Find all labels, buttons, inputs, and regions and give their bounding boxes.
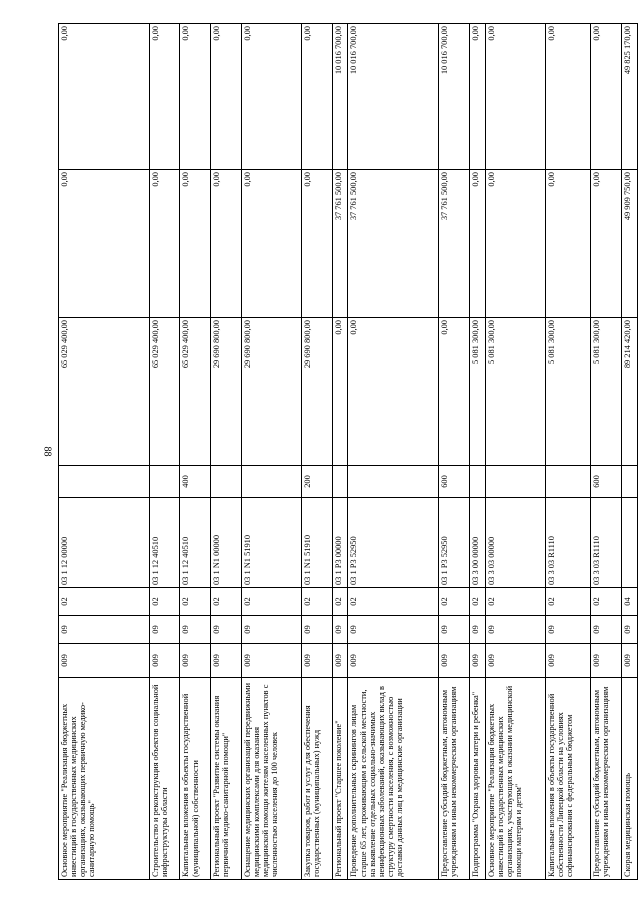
cell-razdel: 09 <box>211 616 242 644</box>
cell-vedomstvo: 009 <box>59 644 150 678</box>
cell-razdel: 09 <box>149 616 180 644</box>
cell-sum-2: 49 909 750,00 <box>621 170 637 318</box>
cell-sum-3: 0,00 <box>469 24 485 170</box>
cell-podrazdel: 02 <box>241 588 301 616</box>
cell-podrazdel: 02 <box>591 588 622 616</box>
cell-csr: 03 1 12 40510 <box>180 498 211 588</box>
cell-podrazdel: 02 <box>180 588 211 616</box>
cell-csr: 03 1 N1 51910 <box>241 498 301 588</box>
cell-sum-3: 0,00 <box>241 24 301 170</box>
cell-name: Основное мероприятие "Реализация бюджетных инвестиций в государственных медицинских организациях, участвующих в оказании медицинской помощи матерям и детям" <box>485 678 545 880</box>
table-body <box>59 24 638 880</box>
cell-name: Закупка товаров, работ и услуг для обеспечения государственных (муниципальных) нужд <box>301 678 332 880</box>
cell-razdel: 09 <box>332 616 348 644</box>
cell-podrazdel: 02 <box>211 588 242 616</box>
cell-vr <box>241 466 301 498</box>
cell-sum-2: 37 761 500,00 <box>439 170 470 318</box>
cell-podrazdel: 02 <box>545 588 590 616</box>
cell-sum-1: 0,00 <box>348 318 439 466</box>
cell-name: Капитальные вложения в объекты государственной собственности Липецкой области на условиях софинансирования с федеральным бюджетом <box>545 678 590 880</box>
cell-razdel: 09 <box>469 616 485 644</box>
table-row <box>59 24 150 880</box>
cell-podrazdel: 02 <box>485 588 545 616</box>
cell-vedomstvo: 009 <box>180 644 211 678</box>
cell-sum-3: 0,00 <box>59 24 150 170</box>
cell-csr: 03 1 P3 00000 <box>332 498 348 588</box>
cell-csr: 03 1 P3 52950 <box>348 498 439 588</box>
cell-sum-1: 29 690 800,00 <box>211 318 242 466</box>
cell-razdel: 09 <box>59 616 150 644</box>
cell-vedomstvo: 009 <box>211 644 242 678</box>
cell-razdel: 09 <box>180 616 211 644</box>
cell-razdel: 09 <box>621 616 637 644</box>
cell-vr <box>211 466 242 498</box>
cell-razdel: 09 <box>591 616 622 644</box>
cell-sum-1: 5 081 300,00 <box>591 318 622 466</box>
cell-name: Скорая медицинская помощь <box>621 678 637 880</box>
cell-csr: 03 1 N1 51910 <box>301 498 332 588</box>
cell-sum-2: 0,00 <box>180 170 211 318</box>
cell-vr <box>59 466 150 498</box>
cell-vedomstvo: 009 <box>149 644 180 678</box>
table-row <box>545 24 590 880</box>
cell-sum-1: 0,00 <box>439 318 470 466</box>
cell-vedomstvo: 009 <box>332 644 348 678</box>
cell-sum-2: 37 761 500,00 <box>332 170 348 318</box>
cell-podrazdel: 02 <box>149 588 180 616</box>
table-row <box>591 24 622 880</box>
cell-razdel: 09 <box>301 616 332 644</box>
cell-sum-3: 0,00 <box>301 24 332 170</box>
table-row <box>332 24 348 880</box>
cell-razdel: 09 <box>241 616 301 644</box>
cell-sum-2: 0,00 <box>211 170 242 318</box>
cell-sum-2: 0,00 <box>149 170 180 318</box>
cell-name: Предоставление субсидий бюджетным, автономным учреждениям и иным некоммерческим организациям <box>591 678 622 880</box>
cell-vr <box>485 466 545 498</box>
table-row <box>180 24 211 880</box>
table-row <box>348 24 439 880</box>
cell-name: Основное мероприятие "Реализация бюджетных инвестиций в государственных медицинских организациях, оказывающих первичную медико-санитарную помощь" <box>59 678 150 880</box>
cell-podrazdel: 02 <box>332 588 348 616</box>
cell-razdel: 09 <box>545 616 590 644</box>
cell-csr: 03 1 12 40510 <box>149 498 180 588</box>
cell-vedomstvo: 009 <box>485 644 545 678</box>
cell-sum-2: 0,00 <box>301 170 332 318</box>
cell-vr <box>469 466 485 498</box>
cell-vr <box>348 466 439 498</box>
cell-vr <box>332 466 348 498</box>
cell-vedomstvo: 009 <box>621 644 637 678</box>
cell-sum-2: 37 761 500,00 <box>348 170 439 318</box>
cell-sum-2: 0,00 <box>591 170 622 318</box>
cell-razdel: 09 <box>348 616 439 644</box>
cell-csr: 03 3 00 00000 <box>469 498 485 588</box>
cell-name: Проведение дополнительных скринингов лицам старше 65 лет, проживающим в сельской местности, на выявление отдельных социально-значимых неинфекционных заболеваний, оказывающих вклад в структуру смертности населения, с возможностью доставки данных лиц в медицинские организации <box>348 678 439 880</box>
cell-vr <box>149 466 180 498</box>
cell-sum-1: 0,00 <box>332 318 348 466</box>
cell-sum-3: 0,00 <box>211 24 242 170</box>
cell-podrazdel: 02 <box>469 588 485 616</box>
cell-name: Строительство и реконструкция объектов социальной инфраструктуры области <box>149 678 180 880</box>
cell-sum-1: 5 081 300,00 <box>545 318 590 466</box>
cell-sum-1: 29 690 800,00 <box>301 318 332 466</box>
cell-sum-2: 0,00 <box>59 170 150 318</box>
cell-vr: 600 <box>439 466 470 498</box>
cell-razdel: 09 <box>439 616 470 644</box>
cell-sum-3: 0,00 <box>591 24 622 170</box>
cell-sum-1: 65 029 400,00 <box>59 318 150 466</box>
cell-sum-1: 89 214 420,00 <box>621 318 637 466</box>
cell-sum-1: 65 029 400,00 <box>149 318 180 466</box>
table-row <box>439 24 470 880</box>
cell-sum-1: 5 081 300,00 <box>469 318 485 466</box>
cell-vedomstvo: 009 <box>469 644 485 678</box>
cell-vedomstvo: 009 <box>348 644 439 678</box>
cell-vr: 200 <box>301 466 332 498</box>
cell-sum-3: 10 016 700,00 <box>439 24 470 170</box>
cell-razdel: 09 <box>485 616 545 644</box>
cell-podrazdel: 02 <box>59 588 150 616</box>
cell-vr: 400 <box>180 466 211 498</box>
table-row <box>301 24 332 880</box>
cell-name: Подпрограмма "Охрана здоровья матери и ребенка" <box>469 678 485 880</box>
cell-name: Оснащение медицинских организаций передвижными медицинскими комплексами для оказания медицинской помощи жителям населенных пунктов с численностью населения до 100 человек <box>241 678 301 880</box>
cell-podrazdel: 02 <box>439 588 470 616</box>
table-row <box>485 24 545 880</box>
cell-sum-3: 0,00 <box>545 24 590 170</box>
cell-vedomstvo: 009 <box>301 644 332 678</box>
cell-vedomstvo: 009 <box>439 644 470 678</box>
cell-sum-1: 29 690 800,00 <box>241 318 301 466</box>
table-row <box>211 24 242 880</box>
cell-csr: 03 1 12 00000 <box>59 498 150 588</box>
cell-sum-3: 0,00 <box>149 24 180 170</box>
cell-podrazdel: 04 <box>621 588 637 616</box>
cell-podrazdel: 02 <box>348 588 439 616</box>
table-row <box>241 24 301 880</box>
cell-sum-1: 65 029 400,00 <box>180 318 211 466</box>
cell-sum-2: 0,00 <box>545 170 590 318</box>
cell-vedomstvo: 009 <box>241 644 301 678</box>
cell-vedomstvo: 009 <box>591 644 622 678</box>
cell-csr: 03 1 P3 52950 <box>439 498 470 588</box>
budget-table <box>58 23 638 880</box>
table-row <box>621 24 637 880</box>
cell-vedomstvo: 009 <box>545 644 590 678</box>
cell-vr <box>621 466 637 498</box>
cell-sum-2: 0,00 <box>469 170 485 318</box>
cell-sum-3: 10 016 700,00 <box>348 24 439 170</box>
cell-sum-3: 0,00 <box>180 24 211 170</box>
cell-sum-3: 0,00 <box>485 24 545 170</box>
cell-sum-2: 0,00 <box>241 170 301 318</box>
rotated-table-wrapper <box>58 24 638 880</box>
table-row <box>469 24 485 880</box>
cell-csr: 03 3 03 R1110 <box>591 498 622 588</box>
cell-name: Капитальные вложения в объекты государственной (муниципальной) собственности <box>180 678 211 880</box>
cell-sum-1: 5 081 300,00 <box>485 318 545 466</box>
cell-sum-3: 49 825 170,00 <box>621 24 637 170</box>
cell-name: Региональный проект "Развитие системы оказания первичной медико-санитарной помощи" <box>211 678 242 880</box>
cell-csr: 03 1 N1 00000 <box>211 498 242 588</box>
table-row <box>149 24 180 880</box>
cell-podrazdel: 02 <box>301 588 332 616</box>
cell-csr: 03 3 03 00000 <box>485 498 545 588</box>
cell-sum-3: 10 016 700,00 <box>332 24 348 170</box>
cell-name: Региональный проект "Старшее поколение" <box>332 678 348 880</box>
cell-vr <box>545 466 590 498</box>
cell-name: Предоставление субсидий бюджетным, автономным учреждениям и иным некоммерческим организациям <box>439 678 470 880</box>
cell-sum-2: 0,00 <box>485 170 545 318</box>
cell-csr <box>621 498 637 588</box>
cell-vr: 600 <box>591 466 622 498</box>
cell-csr: 03 3 03 R1110 <box>545 498 590 588</box>
page-number: 88 <box>41 446 53 457</box>
